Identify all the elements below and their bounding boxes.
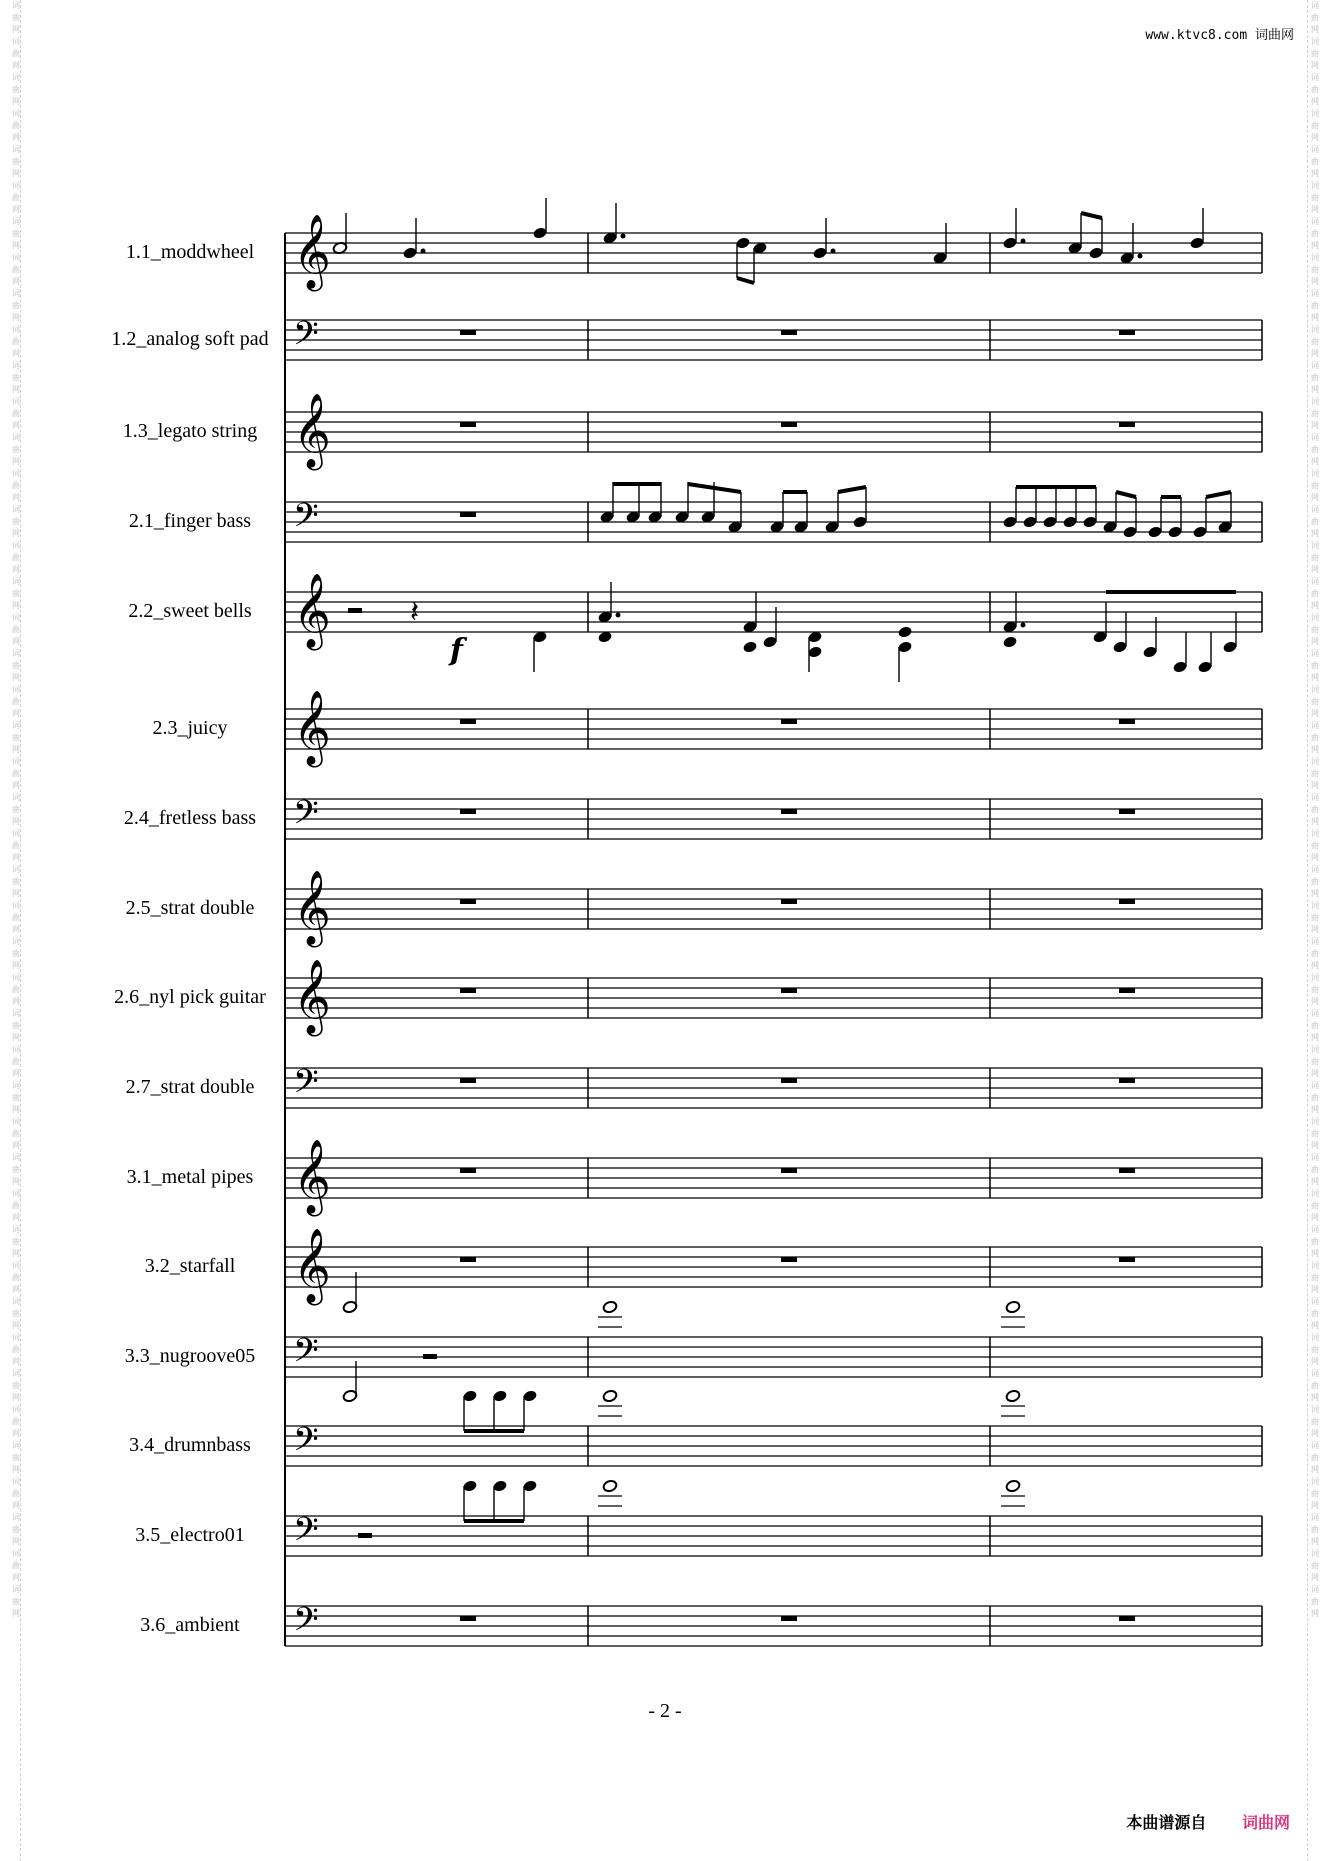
whole-rest: [781, 1078, 797, 1083]
right-watermark-text: 词曲网词曲网词曲网词曲网词曲网词曲网词曲网词曲网词曲网词曲网词曲网词曲网词曲网词曲网词曲网词曲网词曲网词曲网词曲网词曲网词曲网词曲网词曲网词曲网词曲网词曲网词曲网词曲网词曲网词曲网词曲网词曲网词曲网词曲网词曲网词曲网词曲网词曲网词曲网词曲网词曲网词曲网词曲网词曲网词曲网: [1311, 1, 1319, 1618]
note-head: [1005, 1300, 1020, 1313]
whole-rest: [460, 1257, 476, 1262]
track-label: 2.6_nyl pick guitar: [114, 986, 266, 1008]
bass-clef-icon: 𝄢: [293, 794, 319, 840]
track-label: 3.4_drumnbass: [129, 1434, 251, 1456]
note-dot: [421, 249, 426, 254]
whole-rest: [460, 1616, 476, 1621]
note-head: [742, 640, 757, 653]
note-head: [602, 1300, 617, 1313]
treble-clef-icon: 𝄞: [293, 1229, 331, 1303]
track-label: 3.5_electro01: [135, 1524, 245, 1546]
track-label: 2.1_finger bass: [128, 510, 252, 532]
whole-rest: [781, 330, 797, 335]
note-dot: [1138, 254, 1143, 259]
bass-clef-icon: 𝄢: [293, 1601, 319, 1647]
treble-clef-icon: 𝄞: [293, 394, 331, 468]
whole-rest: [460, 1168, 476, 1173]
note-beam: [1116, 492, 1136, 497]
quarter-rest: 𝄽: [410, 595, 420, 630]
track-label: 1.1_moddwheel: [125, 241, 255, 263]
whole-rest: [781, 988, 797, 993]
treble-clef-icon: 𝄞: [293, 871, 331, 945]
bass-clef-icon: 𝄢: [293, 1421, 319, 1467]
left-watermark-text: 词曲网词曲网词曲网词曲网词曲网词曲网词曲网词曲网词曲网词曲网词曲网词曲网词曲网词曲网词曲网词曲网词曲网词曲网词曲网词曲网词曲网词曲网词曲网词曲网词曲网词曲网词曲网词曲网词曲网词曲网词曲网词曲网词曲网词曲网词曲网词曲网词曲网词曲网词曲网词曲网词曲网词曲网词曲网词曲网词曲网: [12, 1, 20, 1618]
whole-rest: [460, 1078, 476, 1083]
bass-clef-icon: 𝄢: [293, 315, 319, 361]
track-label: 2.2_sweet bells: [128, 600, 252, 622]
whole-rest: [460, 512, 476, 517]
whole-rest: [460, 899, 476, 904]
dynamic-marking: f: [450, 633, 463, 668]
bass-clef-icon: 𝄢: [293, 1511, 319, 1557]
whole-rest: [781, 899, 797, 904]
note-beam: [1081, 213, 1102, 218]
whole-rest: [1119, 988, 1135, 993]
whole-rest: [781, 809, 797, 814]
footer: [1126, 1810, 1290, 1833]
note-head: [1005, 1479, 1020, 1492]
bass-clef-icon: 𝄢: [293, 1063, 319, 1109]
treble-clef-icon: 𝄞: [293, 574, 331, 648]
bass-clef-icon: 𝄢: [293, 497, 319, 543]
half-rest: [358, 1533, 372, 1538]
track-label: 3.6_ambient: [140, 1614, 240, 1636]
site-name: 词曲网: [1254, 28, 1294, 43]
note-dot: [1021, 623, 1026, 628]
whole-rest: [1119, 1168, 1135, 1173]
whole-rest: [1119, 1078, 1135, 1083]
whole-rest: [781, 1257, 797, 1262]
note-dot: [831, 249, 836, 254]
whole-rest: [1119, 1257, 1135, 1262]
treble-clef-icon: 𝄞: [293, 960, 331, 1034]
track-label: 2.7_strat double: [125, 1076, 255, 1098]
track-label: 2.3_juicy: [152, 717, 228, 739]
note-head: [602, 1389, 617, 1402]
whole-rest: [460, 719, 476, 724]
whole-rest: [781, 422, 797, 427]
whole-rest: [781, 719, 797, 724]
note-dot: [616, 613, 621, 618]
track-label: 3.1_metal pipes: [126, 1166, 254, 1188]
track-label: 1.2_analog soft pad: [111, 328, 269, 350]
note-head: [602, 1479, 617, 1492]
note-dot: [1021, 239, 1026, 244]
whole-rest: [1119, 1616, 1135, 1621]
source-text: 本曲谱源自: [1126, 1813, 1207, 1832]
whole-rest: [781, 1616, 797, 1621]
footer-brand[interactable]: 词曲网: [1241, 1813, 1290, 1832]
whole-rest: [460, 988, 476, 993]
whole-rest: [460, 809, 476, 814]
page-number: - 2 -: [648, 1700, 682, 1722]
whole-rest: [460, 422, 476, 427]
track-label: 2.5_strat double: [125, 897, 255, 919]
treble-clef-icon: 𝄞: [293, 691, 331, 765]
track-label: 3.3_nugroove05: [124, 1345, 256, 1367]
treble-clef-icon: 𝄞: [293, 215, 331, 289]
note-beam: [737, 278, 754, 283]
treble-clef-icon: 𝄞: [293, 1140, 331, 1214]
note-head: [1005, 1389, 1020, 1402]
whole-rest: [1119, 809, 1135, 814]
whole-rest: [460, 330, 476, 335]
note-beam: [1206, 492, 1231, 497]
note-head: [897, 625, 912, 638]
note-head: [1002, 635, 1017, 648]
whole-rest: [1119, 330, 1135, 335]
note-dot: [621, 234, 626, 239]
whole-rest: [1119, 719, 1135, 724]
track-label: 3.2_starfall: [144, 1255, 236, 1277]
half-rest: [423, 1354, 437, 1359]
whole-rest: [781, 1168, 797, 1173]
site-url[interactable]: www.ktvc8.com: [1145, 28, 1248, 43]
half-rest: [348, 608, 362, 613]
track-label: 1.3_legato string: [122, 420, 258, 442]
track-label: 2.4_fretless bass: [123, 807, 257, 829]
whole-rest: [1119, 422, 1135, 427]
bass-clef-icon: 𝄢: [293, 1332, 319, 1378]
note-beam: [838, 487, 866, 492]
whole-rest: [1119, 899, 1135, 904]
